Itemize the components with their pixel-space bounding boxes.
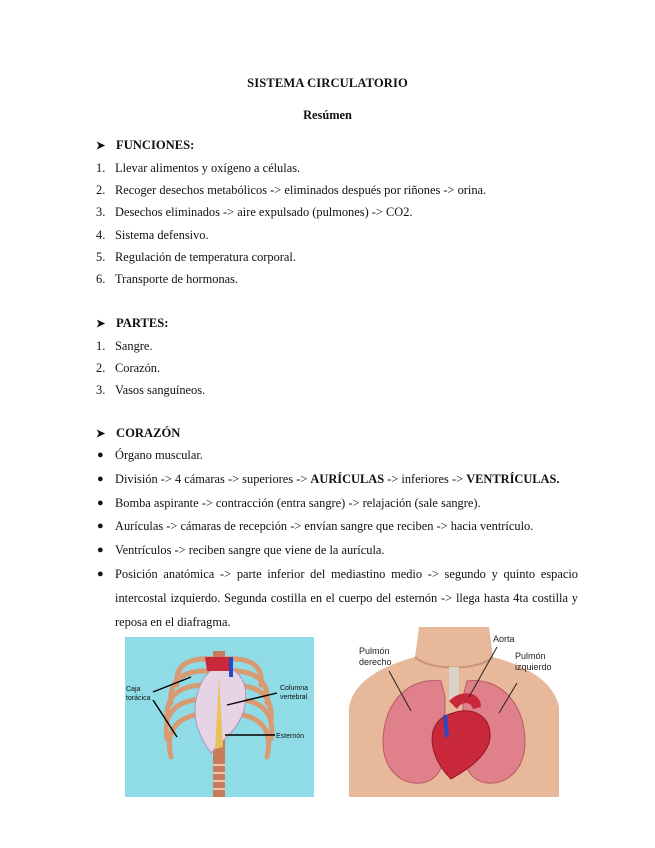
- section-corazon-heading: [96, 426, 180, 441]
- great-vessels: [205, 657, 231, 671]
- list-item: [96, 357, 205, 379]
- item-number: 2.: [96, 183, 106, 198]
- label-toracica: torácica: [126, 695, 151, 702]
- corazon-list: [96, 444, 578, 634]
- bullet-dot-icon: ●: [97, 544, 104, 557]
- arrow-bullet-icon: ➤: [96, 318, 106, 330]
- item-number: 1.: [96, 339, 106, 353]
- item-text: Llevar alimentos y oxígeno a células.: [115, 161, 301, 175]
- torso-lungs-illustration: [349, 627, 559, 797]
- ventriculas-term: VENTRÍCULAS.: [466, 471, 560, 486]
- item-text: Bomba aspirante -> contracción (entra sangre) -> relajación (sale sangre).: [115, 495, 481, 510]
- item-number: 6.: [96, 271, 106, 286]
- label-vertebral: vertebral: [280, 694, 308, 701]
- section-funciones-label: FUNCIONES:: [116, 138, 195, 152]
- list-item: [96, 224, 486, 246]
- list-item: [96, 539, 578, 563]
- label-columna: Columna: [280, 685, 309, 692]
- bullet-dot-icon: ●: [97, 472, 104, 485]
- list-item: [96, 379, 205, 401]
- vena-cava: [445, 715, 447, 737]
- section-partes-label: PARTES:: [116, 316, 169, 330]
- list-item: [96, 515, 578, 539]
- item-text-mid: -> inferiores ->: [384, 471, 467, 486]
- list-item: [96, 444, 578, 468]
- list-item: [96, 335, 205, 357]
- list-item: [96, 268, 486, 290]
- label-pulmon-izquierdo-1: Pulmón: [515, 651, 546, 661]
- ribcage-illustration: [125, 637, 314, 797]
- list-item: [96, 492, 578, 516]
- bullet-dot-icon: ●: [97, 496, 104, 509]
- label-aorta: Aorta: [493, 634, 515, 644]
- list-item: [96, 246, 486, 268]
- section-partes-heading: [96, 316, 169, 331]
- bullet-dot-icon: ●: [97, 520, 104, 533]
- label-esternon: Esternón: [276, 733, 305, 740]
- item-text: Ventrículos -> reciben sangre que viene de la aurícula.: [115, 543, 385, 558]
- label-caja: Caja: [126, 686, 141, 693]
- section-corazon-label: CORAZÓN: [116, 426, 181, 440]
- arrow-bullet-icon: ➤: [96, 428, 106, 440]
- bullet-dot-icon: ●: [97, 449, 104, 461]
- page-title: SISTEMA CIRCULATORIO: [247, 76, 408, 90]
- label-pulmon-derecho-2: derecho: [359, 657, 392, 667]
- bullet-dot-icon: ●: [97, 567, 104, 580]
- item-number: 3.: [96, 383, 106, 398]
- partes-list: [96, 335, 205, 402]
- item-number: 4.: [96, 227, 106, 242]
- item-text: Posición anatómica -> parte inferior del mediastino medio -> segundo y quinto espacio intercostal izquierdo. Segunda costilla en el cuerpo del esternón -> llega hasta 4ta costilla y reposa en el diafragma.: [115, 566, 578, 629]
- item-text: Sangre.: [115, 339, 153, 353]
- item-text: Aurículas -> cámaras de recepción -> envían sangre que reciben -> hacia ventrículo.: [115, 519, 534, 534]
- item-number: 5.: [96, 249, 106, 264]
- funciones-list: [96, 157, 486, 290]
- arrow-bullet-icon: ➤: [96, 140, 106, 152]
- section-funciones-heading: [96, 138, 194, 153]
- item-text: Transporte de hormonas.: [115, 271, 239, 286]
- item-text: Desechos eliminados -> aire expulsado (pulmones) -> CO2.: [115, 205, 413, 220]
- item-text: Órgano muscular.: [115, 448, 203, 462]
- item-text-pre: División -> 4 cámaras -> superiores ->: [115, 471, 311, 486]
- item-number: 3.: [96, 205, 106, 220]
- item-text: Vasos sanguíneos.: [115, 383, 206, 398]
- item-number: 2.: [96, 361, 106, 376]
- label-pulmon-izquierdo-2: izquierdo: [515, 662, 552, 672]
- item-text: Regulación de temperatura corporal.: [115, 249, 296, 264]
- list-item: [96, 157, 486, 179]
- list-item: [96, 201, 486, 223]
- list-item: [96, 179, 486, 201]
- vein: [229, 657, 233, 677]
- list-item: [96, 563, 578, 634]
- auriculas-term: AURÍCULAS: [310, 471, 385, 486]
- item-text: Corazón.: [115, 361, 161, 376]
- label-pulmon-derecho-1: Pulmón: [359, 646, 390, 656]
- item-text: Sistema defensivo.: [115, 227, 209, 242]
- item-number: 1.: [96, 161, 106, 175]
- item-text: Recoger desechos metabólicos -> eliminados después por riñones -> orina.: [115, 183, 487, 198]
- page-subtitle: Resúmen: [303, 108, 352, 122]
- list-item: [96, 468, 578, 492]
